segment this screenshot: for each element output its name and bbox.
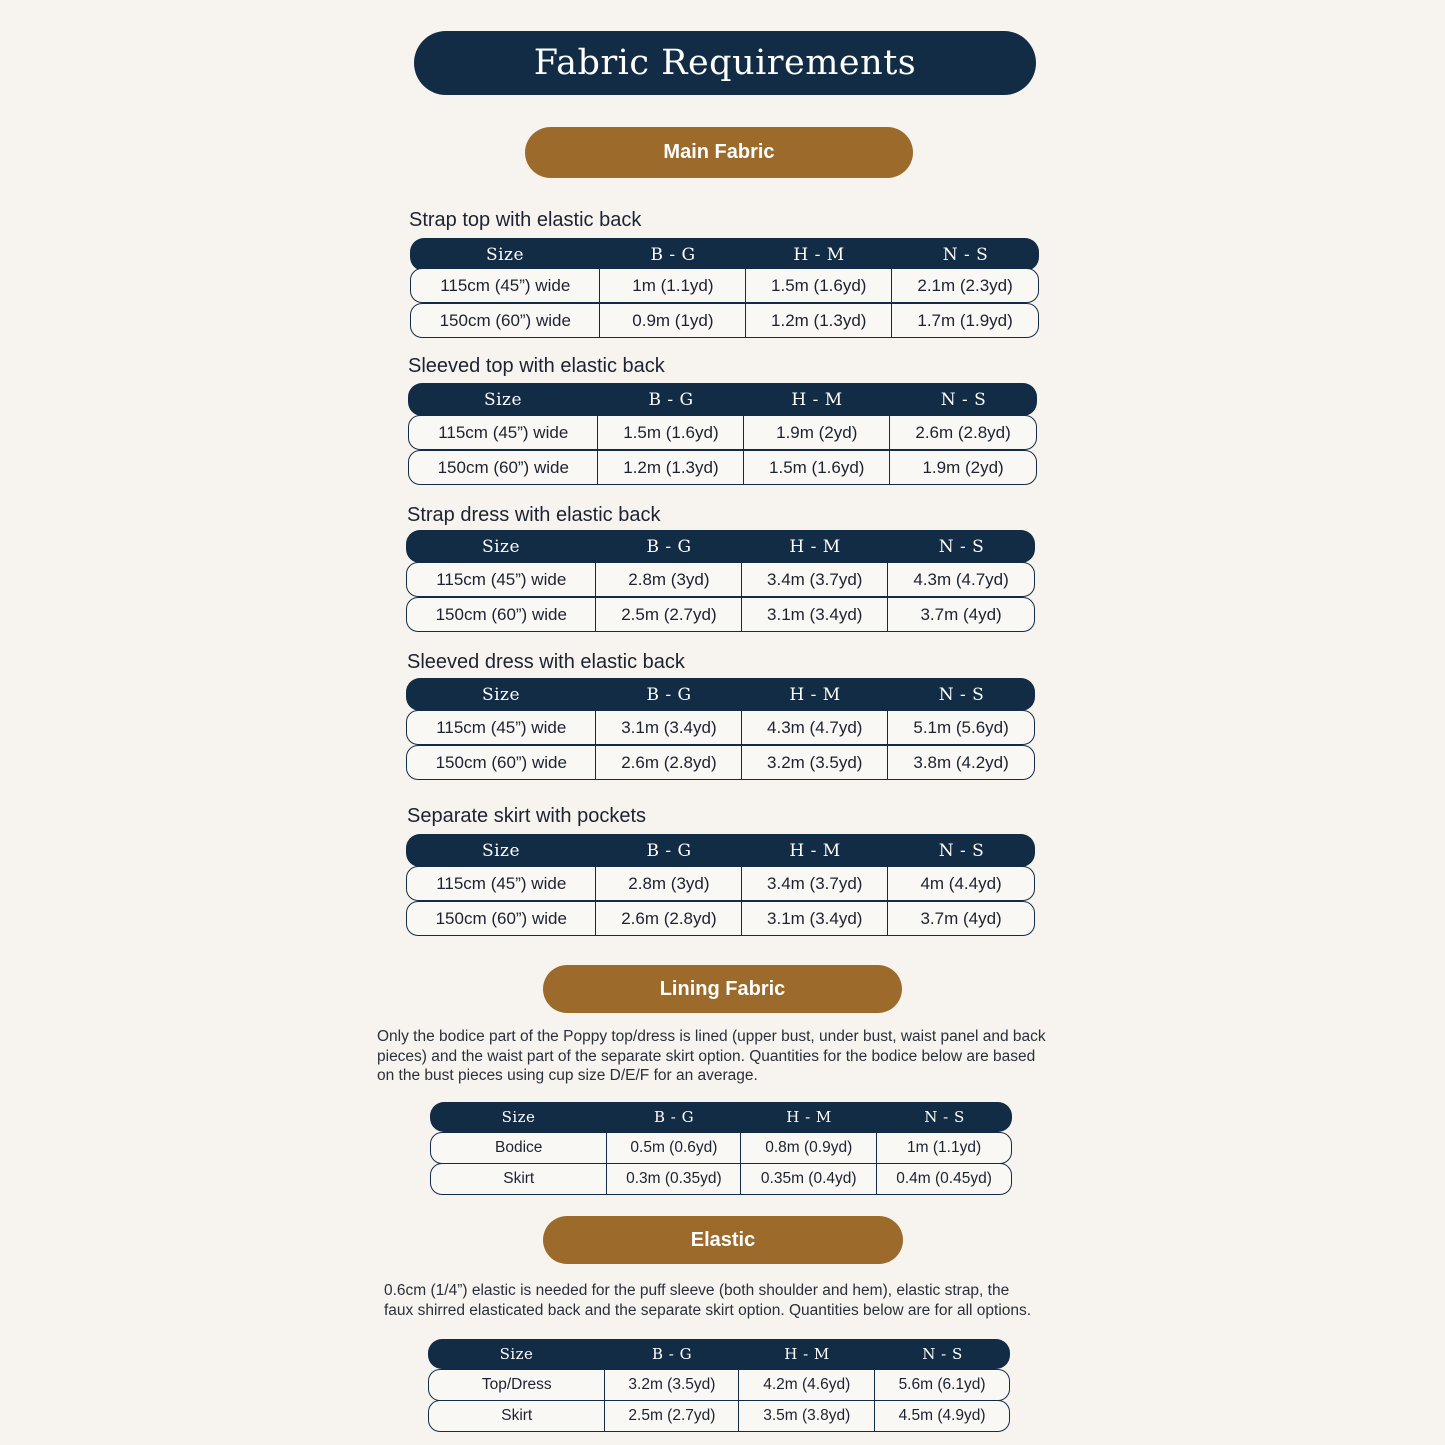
elastic-table: [428, 1339, 1010, 1432]
table-title: Sleeved dress with elastic back: [407, 651, 685, 673]
table-header: [428, 1339, 1010, 1369]
elastic-description: 0.6cm (1/4”) elastic is needed for the puff sleeve (both shoulder and hem), elastic strap, the faux shirred elasticated back and the separate skirt option. Quantities below are for all options.: [384, 1282, 1032, 1319]
header-b-g: B - G: [646, 840, 692, 861]
header-size: Size: [501, 1108, 536, 1126]
header-b-g: B - G: [648, 389, 694, 410]
header-b-g: B - G: [653, 1108, 695, 1126]
table-title: Sleeved top with elastic back: [408, 355, 665, 377]
header-h-m: H - M: [786, 1108, 832, 1126]
table-row: 115cm (45”) wide 3.1m (3.4yd) 4.3m (4.7yd) 5.1m (5.6yd): [406, 710, 1035, 745]
table-title: Separate skirt with pockets: [407, 805, 646, 827]
table-row: 150cm (60”) wide 2.6m (2.8yd) 3.1m (3.4yd) 3.7m (4yd): [406, 901, 1035, 936]
header-size: Size: [499, 1345, 534, 1363]
table-title: Strap dress with elastic back: [407, 504, 661, 526]
header-b-g: B - G: [646, 684, 692, 705]
table-header: [408, 383, 1037, 416]
lining-fabric-heading: Lining Fabric: [543, 965, 902, 1013]
table-row: 150cm (60”) wide 0.9m (1yd) 1.2m (1.3yd) 1.7m (1.9yd): [410, 303, 1039, 338]
header-h-m: H - M: [789, 684, 841, 705]
header-size: Size: [481, 536, 521, 557]
header-h-m: H - M: [791, 389, 843, 410]
header-size: Size: [485, 244, 525, 265]
table-row: 150cm (60”) wide 2.5m (2.7yd) 3.1m (3.4yd) 3.7m (4yd): [406, 597, 1035, 632]
table-header: [410, 238, 1039, 271]
table-header: [406, 530, 1035, 563]
table-row: 115cm (45”) wide 1.5m (1.6yd) 1.9m (2yd) 2.6m (2.8yd): [408, 415, 1037, 450]
table-row: 115cm (45”) wide 1m (1.1yd) 1.5m (1.6yd) 2.1m (2.3yd): [410, 268, 1039, 303]
lining-description: Only the bodice part of the Poppy top/dress is lined (upper bust, under bust, waist panel and back pieces) and the waist part of the separate skirt option. Quantities for the bodice below are based on the bust pieces using cup size D/E/F for an average.: [377, 1028, 1046, 1084]
page-title: Fabric Requirements: [414, 31, 1036, 95]
header-b-g: B - G: [650, 244, 696, 265]
table-row: Skirt 0.3m (0.35yd) 0.35m (0.4yd) 0.4m (0.45yd): [430, 1163, 1012, 1195]
header-n-s: N - S: [924, 1108, 965, 1126]
table-header: [430, 1102, 1012, 1132]
header-h-m: H - M: [789, 840, 841, 861]
table-header: [406, 678, 1035, 711]
table-row: 115cm (45”) wide 2.8m (3yd) 3.4m (3.7yd) 4m (4.4yd): [406, 866, 1035, 901]
table-row: 150cm (60”) wide 1.2m (1.3yd) 1.5m (1.6yd) 1.9m (2yd): [408, 450, 1037, 485]
main-fabric-heading: Main Fabric: [525, 127, 913, 178]
header-n-s: N - S: [940, 389, 987, 410]
table-title: Strap top with elastic back: [409, 209, 642, 231]
header-n-s: N - S: [938, 684, 985, 705]
header-b-g: B - G: [646, 536, 692, 557]
header-n-s: N - S: [938, 536, 985, 557]
table-row: Skirt 2.5m (2.7yd) 3.5m (3.8yd) 4.5m (4.9yd): [428, 1400, 1010, 1432]
header-h-m: H - M: [784, 1345, 830, 1363]
header-b-g: B - G: [651, 1345, 693, 1363]
header-n-s: N - S: [938, 840, 985, 861]
header-size: Size: [481, 684, 521, 705]
header-n-s: N - S: [942, 244, 989, 265]
header-h-m: H - M: [789, 536, 841, 557]
table-row: Top/Dress 3.2m (3.5yd) 4.2m (4.6yd) 5.6m (6.1yd): [428, 1369, 1010, 1401]
elastic-heading: Elastic: [543, 1216, 903, 1264]
table-row: Bodice 0.5m (0.6yd) 0.8m (0.9yd) 1m (1.1yd): [430, 1132, 1012, 1164]
header-size: Size: [483, 389, 523, 410]
table-row: 115cm (45”) wide 2.8m (3yd) 3.4m (3.7yd) 4.3m (4.7yd): [406, 562, 1035, 597]
lining-table: [430, 1102, 1012, 1195]
header-h-m: H - M: [793, 244, 845, 265]
header-n-s: N - S: [922, 1345, 963, 1363]
header-size: Size: [481, 840, 521, 861]
table-header: [406, 834, 1035, 867]
table-row: 150cm (60”) wide 2.6m (2.8yd) 3.2m (3.5yd) 3.8m (4.2yd): [406, 745, 1035, 780]
